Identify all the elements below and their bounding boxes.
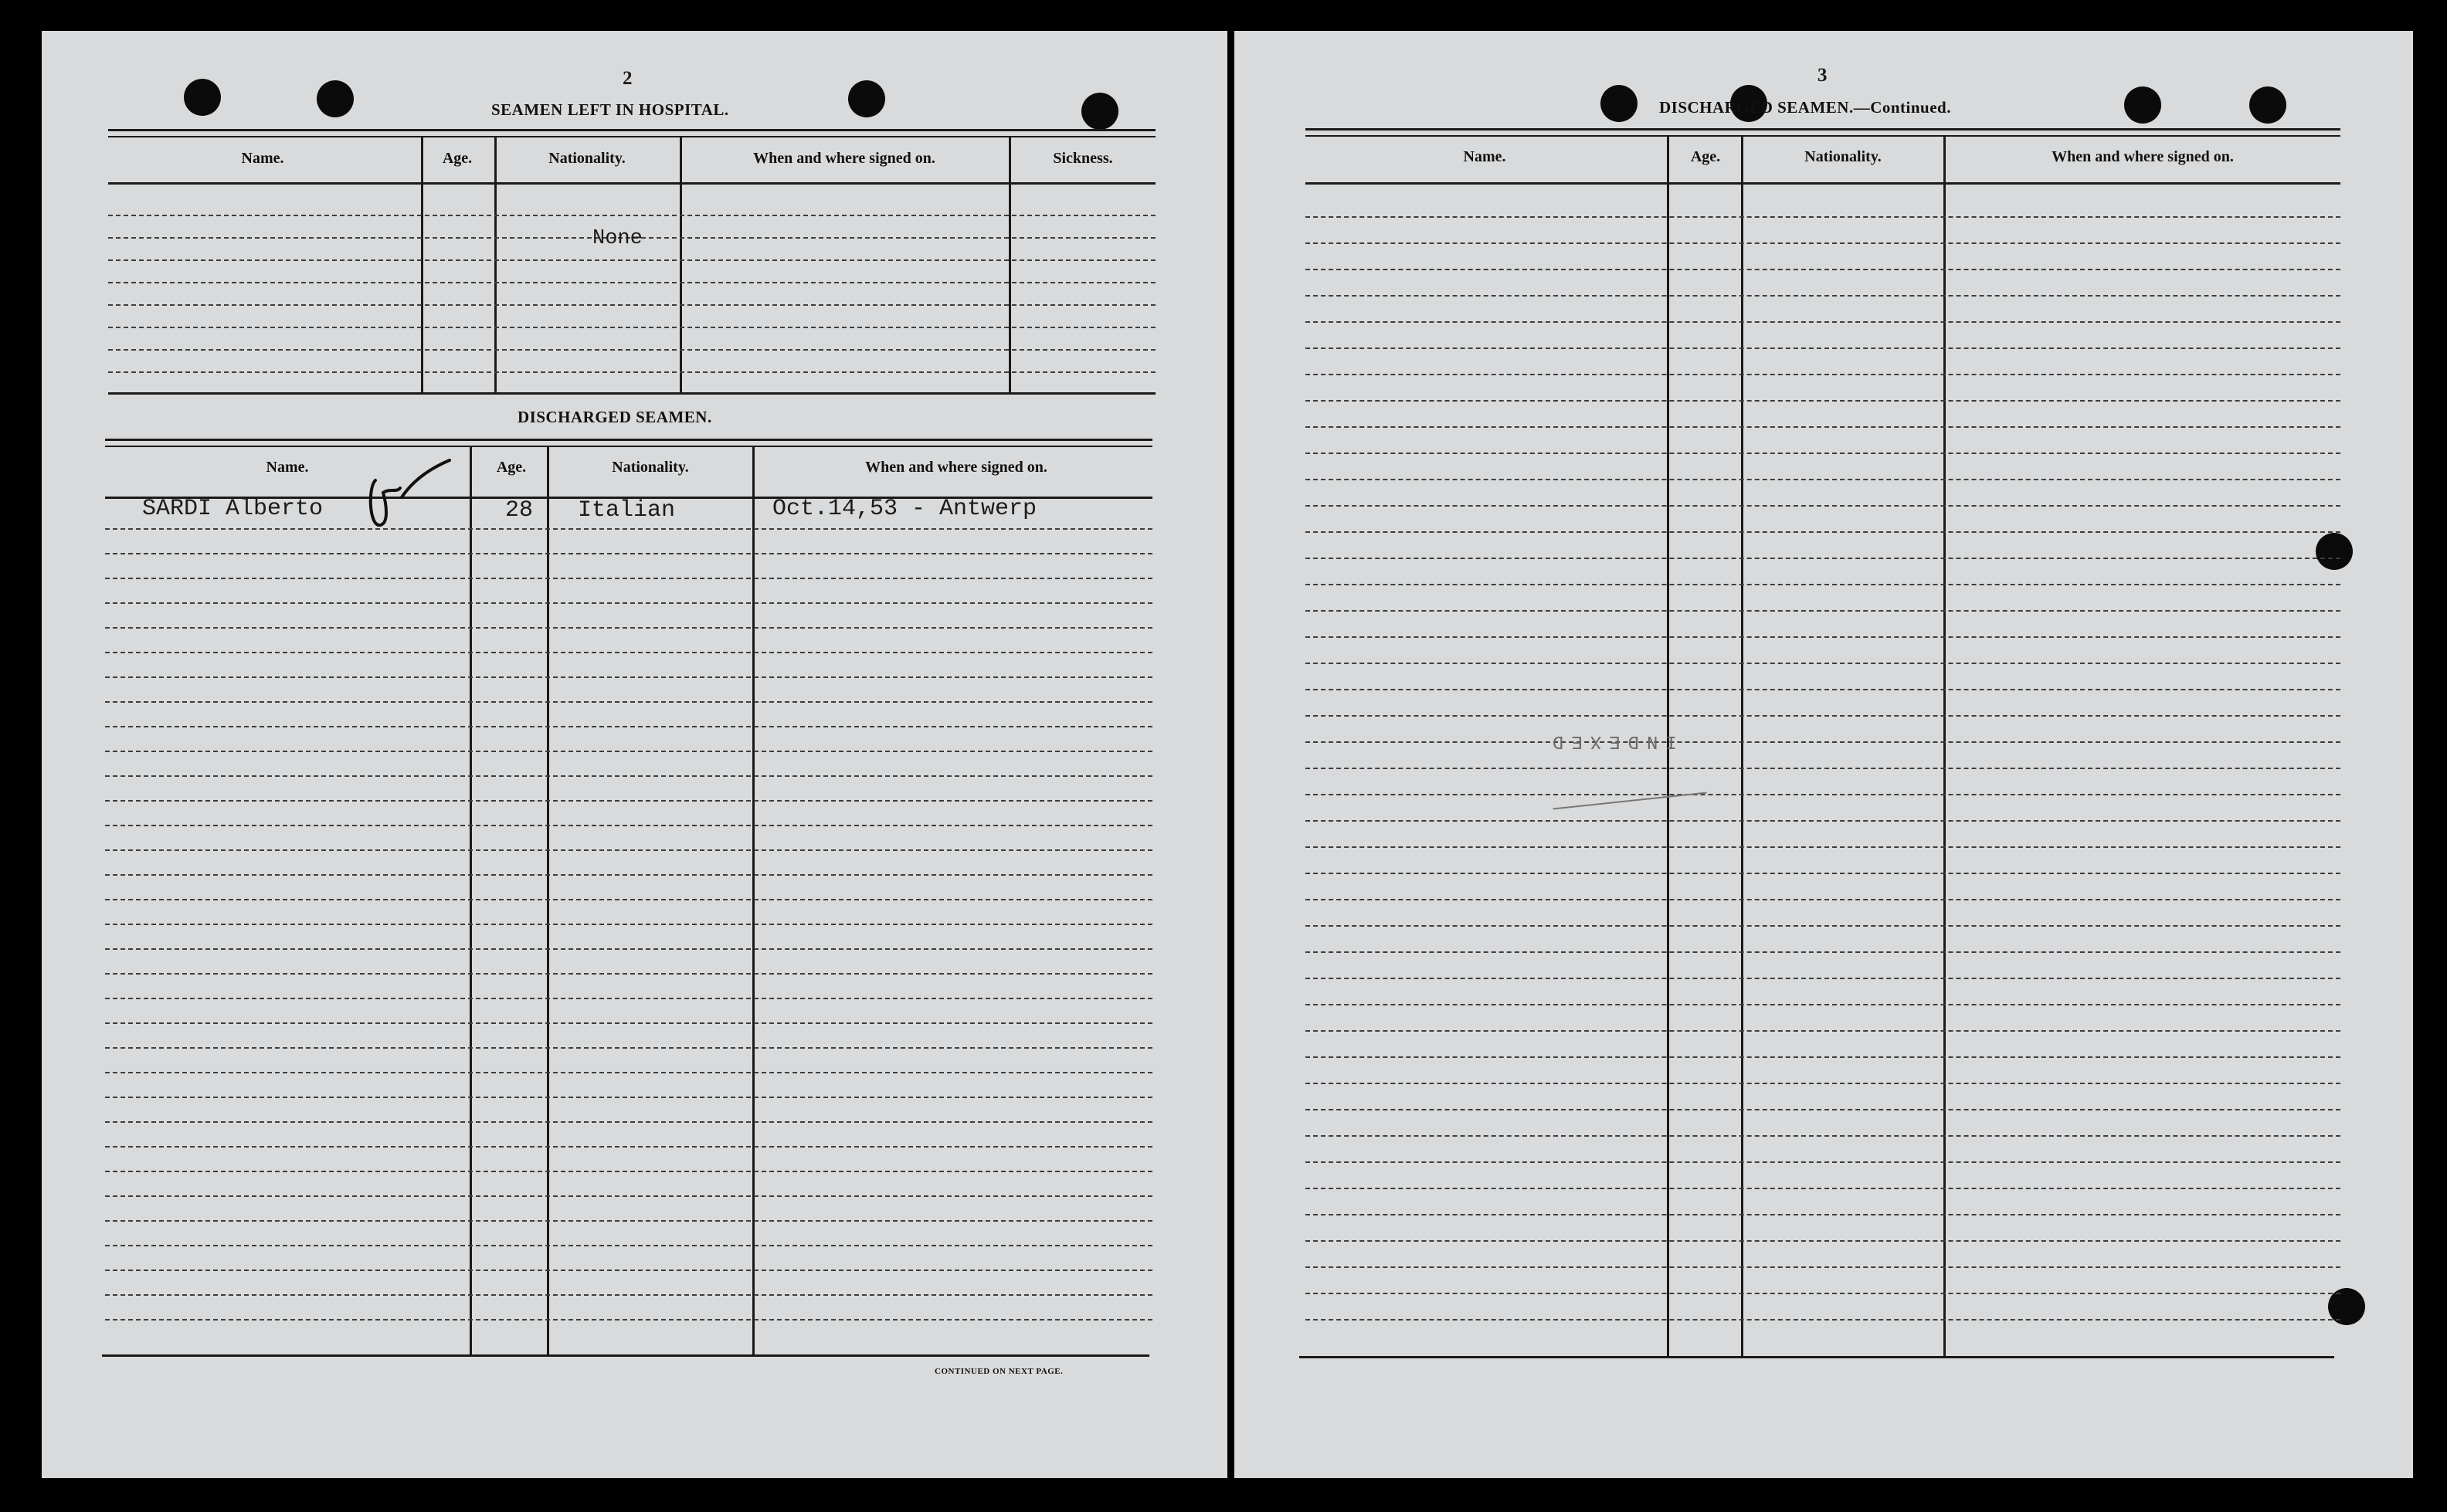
column-header: When and where signed on. <box>865 459 1047 476</box>
table-top-rule <box>108 136 1156 137</box>
header-rule <box>108 182 1156 185</box>
entry-line <box>105 775 1152 777</box>
entry-line <box>1305 951 2340 953</box>
section-title-discharged: DISCHARGED SEAMEN. <box>518 408 712 426</box>
column-divider <box>1009 136 1011 392</box>
page-number: 2 <box>623 68 633 89</box>
entry-line <box>1305 505 2340 507</box>
entry-line <box>105 998 1152 999</box>
entry-line <box>108 282 1156 283</box>
entry-line <box>1305 1266 2340 1268</box>
entry-line <box>108 259 1156 261</box>
table-bottom-rule <box>108 392 1156 395</box>
entry-line <box>1305 242 2340 244</box>
column-divider <box>421 136 423 392</box>
entry-line <box>1305 1056 2340 1058</box>
entry-line <box>1305 479 2340 480</box>
entry-line <box>1305 873 2340 874</box>
column-header: Age. <box>442 150 473 167</box>
indexed-stamp: INDEXED <box>1545 731 1677 751</box>
entry-line <box>1305 978 2340 979</box>
entry-line <box>105 701 1152 703</box>
entry-line <box>1305 426 2340 428</box>
entry-line <box>105 726 1152 727</box>
entry-line <box>108 215 1156 216</box>
entry-line <box>105 751 1152 752</box>
entry-line <box>105 1072 1152 1073</box>
entry-line <box>108 371 1156 373</box>
entry-line <box>105 1097 1152 1098</box>
entry-line <box>105 627 1152 629</box>
entry-line <box>1305 453 2340 454</box>
punch-hole <box>317 80 354 117</box>
entry-line <box>105 948 1152 950</box>
entry-line <box>1305 1109 2340 1110</box>
entry-line <box>1305 610 2340 612</box>
column-header: When and where signed on. <box>753 150 935 167</box>
column-header: Age. <box>1690 148 1721 165</box>
table-bottom-rule <box>1299 1356 2334 1358</box>
handwritten-checkmark <box>366 457 459 534</box>
section-title-hospital: SEAMEN LEFT IN HOSPITAL. <box>491 100 729 119</box>
entry-line <box>105 553 1152 554</box>
right-page <box>1234 31 2413 1478</box>
column-header: Nationality. <box>612 459 689 476</box>
column-header: Sickness. <box>1053 150 1113 167</box>
entry-line <box>1305 846 2340 848</box>
column-header: Name. <box>266 459 309 476</box>
entry-line <box>105 1220 1152 1222</box>
column-divider <box>1943 135 1946 1357</box>
entry-line <box>105 676 1152 678</box>
header-rule <box>1305 182 2340 185</box>
row-nationality: Italian <box>578 497 676 524</box>
section-title-discharged-continued: DISCHARGED SEAMEN.—Continued. <box>1659 98 1951 117</box>
entry-line <box>1305 1083 2340 1084</box>
entry-line <box>105 825 1152 826</box>
row-signed-on: Oct.14,53 - Antwerp <box>772 496 1037 522</box>
entry-line <box>105 1171 1152 1172</box>
column-divider <box>1741 135 1743 1357</box>
table-top-rule <box>105 446 1152 447</box>
table-top-rule <box>1305 135 2340 137</box>
entry-line <box>1305 1030 2340 1032</box>
entry-line <box>108 349 1156 351</box>
row-name: SARDI Alberto <box>142 496 324 522</box>
entry-line <box>1305 1135 2340 1137</box>
entry-line <box>105 1146 1152 1148</box>
column-header: Nationality. <box>548 150 626 167</box>
entry-line <box>1305 1188 2340 1189</box>
entry-line <box>105 874 1152 876</box>
entry-line <box>1305 269 2340 270</box>
entry-line <box>1305 663 2340 664</box>
entry-line <box>105 1270 1152 1271</box>
punch-hole <box>2249 86 2286 124</box>
column-divider <box>494 136 497 392</box>
punch-hole <box>1081 93 1118 130</box>
entry-line <box>1305 558 2340 559</box>
entry-line <box>1305 295 2340 297</box>
entry-line <box>105 1022 1152 1024</box>
entry-line <box>105 1245 1152 1246</box>
continued-note: CONTINUED ON NEXT PAGE. <box>935 1367 1064 1376</box>
entry-line <box>105 899 1152 900</box>
entry-line <box>105 800 1152 802</box>
entry-line <box>1305 715 2340 717</box>
table-top-rule <box>108 129 1156 131</box>
column-header: When and where signed on. <box>2052 148 2234 165</box>
entry-line <box>1305 636 2340 638</box>
entry-line <box>105 652 1152 653</box>
entry-line <box>1305 1293 2340 1294</box>
entry-line <box>1305 1161 2340 1163</box>
table-top-rule <box>1305 128 2340 131</box>
entry-line <box>1305 347 2340 349</box>
hospital-entry: None <box>592 227 643 250</box>
entry-line <box>108 304 1156 306</box>
column-header: Name. <box>1463 148 1506 165</box>
entry-line <box>1305 689 2340 690</box>
column-header: Age. <box>496 459 527 476</box>
table-bottom-rule <box>102 1354 1149 1357</box>
table-top-rule <box>105 439 1152 441</box>
row-age: 28 <box>505 497 534 524</box>
punch-hole <box>2124 86 2161 124</box>
entry-line <box>1305 321 2340 323</box>
entry-line <box>1305 1004 2340 1005</box>
entry-line <box>105 602 1152 604</box>
punch-hole <box>184 79 221 116</box>
entry-line <box>105 578 1152 579</box>
column-header: Nationality. <box>1804 148 1882 165</box>
column-divider <box>680 136 682 392</box>
entry-line <box>1305 820 2340 822</box>
entry-line <box>105 924 1152 925</box>
entry-line <box>1305 1214 2340 1215</box>
punch-hole <box>1600 85 1638 122</box>
entry-line <box>1305 1319 2340 1320</box>
entry-line <box>1305 374 2340 375</box>
entry-line <box>105 1294 1152 1296</box>
entry-line <box>1305 1240 2340 1242</box>
entry-line <box>105 1319 1152 1320</box>
entry-line <box>105 849 1152 851</box>
entry-line <box>105 973 1152 975</box>
entry-line <box>1305 531 2340 533</box>
entry-line <box>105 528 1152 530</box>
entry-line <box>1305 216 2340 218</box>
punch-hole <box>848 80 885 117</box>
column-header: Name. <box>241 150 284 167</box>
entry-line <box>105 1121 1152 1123</box>
punch-hole <box>2316 533 2353 570</box>
entry-line <box>1305 400 2340 402</box>
page-number: 3 <box>1817 65 1828 86</box>
entry-line <box>1305 899 2340 900</box>
entry-line <box>1305 741 2340 743</box>
entry-line <box>1305 925 2340 927</box>
entry-line <box>105 1047 1152 1049</box>
entry-line <box>105 1195 1152 1197</box>
entry-line <box>1305 584 2340 585</box>
entry-line <box>1305 768 2340 769</box>
entry-line <box>1305 794 2340 795</box>
entry-line <box>108 327 1156 328</box>
